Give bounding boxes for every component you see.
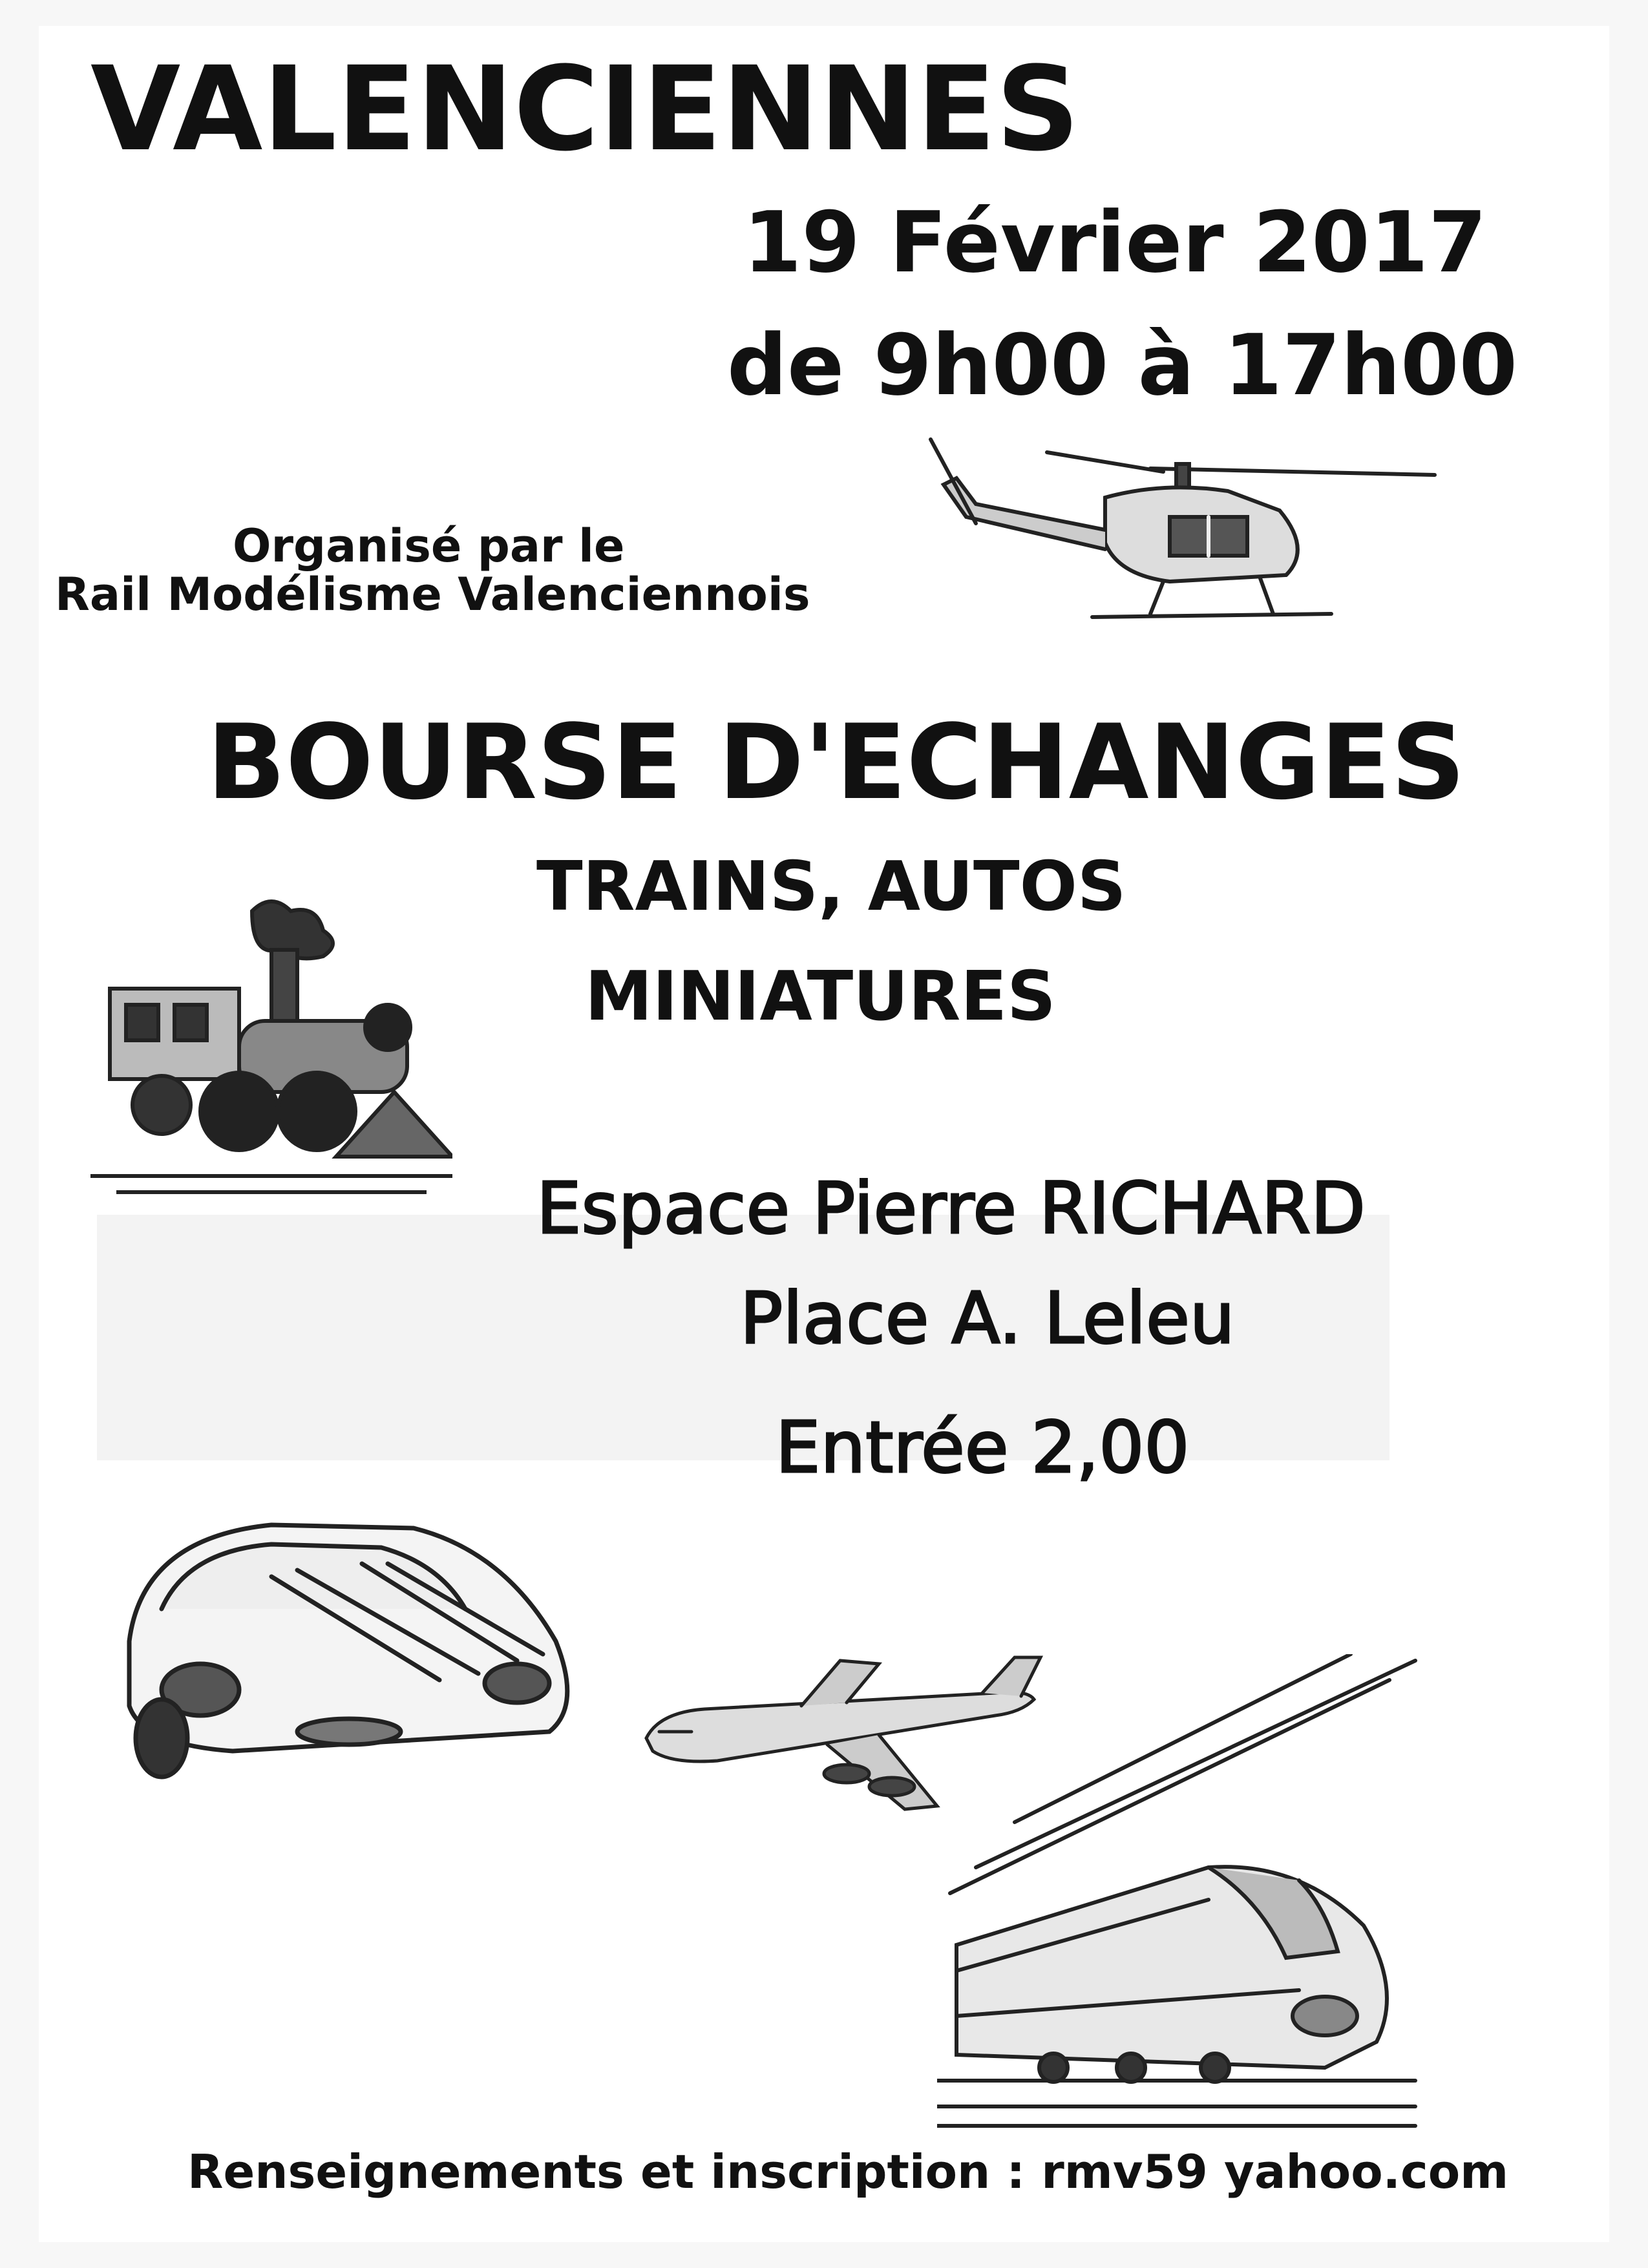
event-hours: de 9h00 à 17h00	[727, 316, 1518, 414]
city-title: VALENCIENNES	[90, 42, 1080, 177]
steam-locomotive-icon	[90, 898, 452, 1202]
venue-line-1: Espace Pierre RICHARD	[536, 1167, 1366, 1250]
organizer-line-2: Rail Modélisme Valenciennois	[55, 568, 810, 621]
event-date: 19 Février 2017	[743, 193, 1487, 291]
high-speed-train-icon	[937, 1654, 1428, 2132]
entry-price: Entrée 2,00	[776, 1406, 1190, 1489]
sports-car-icon	[103, 1512, 588, 1783]
helicopter-icon	[892, 414, 1448, 646]
subtitle-line-1: TRAINS, AUTOS	[536, 847, 1126, 926]
organizer-line-1: Organisé par le	[233, 520, 625, 572]
contact-info: Renseignements et inscription : rmv59 yahoo.com	[187, 2145, 1509, 2199]
subtitle-line-2: MINIATURES	[585, 957, 1056, 1036]
event-title: BOURSE D'ECHANGES	[207, 702, 1466, 823]
venue-line-2: Place A. Leleu	[740, 1277, 1235, 1360]
